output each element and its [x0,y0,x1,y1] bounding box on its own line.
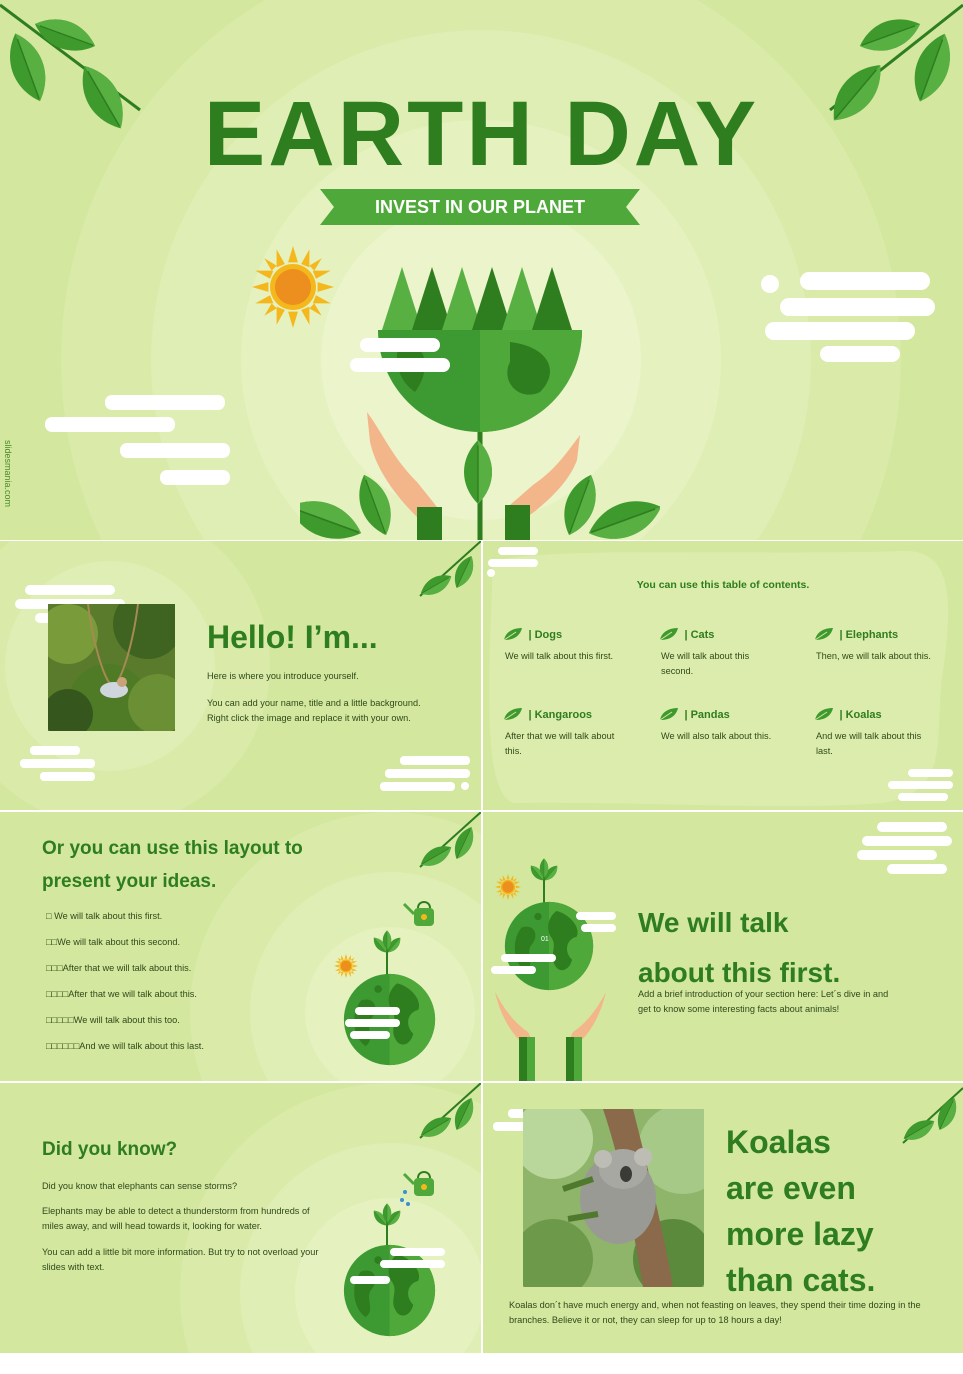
toc-item[interactable] [502,705,642,759]
body-line: Right click the image and replace it with your own. [207,713,411,723]
cloud-icon [345,1007,405,1052]
profile-photo[interactable] [48,604,175,731]
title-line: Koalas [726,1124,831,1160]
section-number: 01 [541,936,549,943]
toc-item[interactable] [658,705,798,744]
toc-item-text: We will also talk about this. [661,731,772,741]
watering-can-icon [400,1168,440,1218]
subtitle: INVEST IN OUR PLANET [374,197,585,217]
section-intro [638,987,888,1017]
cloud-icon [760,272,940,364]
slide-title [726,1119,875,1303]
slide-ideas[interactable] [0,812,481,1081]
toc-item-text: second. [661,666,694,676]
leaf-icon [502,706,524,722]
toc-item-text: After that we will talk about [505,731,615,741]
leaf-icon [415,1083,481,1143]
toc-item[interactable] [813,625,963,664]
body-text [509,1298,921,1328]
leaf-icon [898,1083,963,1148]
toc-item-text: this. [505,746,522,756]
slide-title: Did you know? [42,1139,178,1160]
list-item: □□□After that we will talk about this. [46,963,192,973]
leaf-icon [415,541,481,601]
watermark: slidesmania.com [3,440,13,508]
toc-item-text: We will talk about this first. [505,651,614,661]
title-line: more lazy [726,1216,874,1252]
toc-item-text: last. [816,746,833,756]
slide-hello[interactable] [0,541,481,810]
title-line: We will talk [638,907,789,938]
body-text [42,1204,310,1234]
toc-item-title: | Elephants [839,629,899,641]
sprout-icon [372,1203,402,1248]
toc-item[interactable] [658,625,798,679]
body-text [42,1245,318,1275]
slide-section[interactable] [483,812,963,1081]
watering-can-icon [402,898,438,930]
body-line: You can add a little bit more information. But try to not overload your [42,1247,319,1257]
leaf-icon [813,706,835,722]
toc-item-title: | Dogs [528,629,563,641]
cloud-icon [350,338,460,388]
list-item: □□□□After that we will talk about this. [46,989,197,999]
cloud-icon [883,769,958,807]
sprout-icon [372,930,402,975]
sun-icon [252,246,334,328]
intro-text: Here is where you introduce yourself. [207,671,359,681]
slide-table-of-contents[interactable] [483,541,963,810]
title-line: than cats. [726,1262,876,1298]
body-text: Did you know that elephants can sense storms? [42,1181,238,1191]
bullet-list [46,903,204,1059]
sun-icon [495,874,521,900]
body-text [207,696,421,726]
toc-item-title: | Pandas [684,709,730,721]
leaf-icon [658,626,680,642]
toc-item-title: | Cats [684,629,715,641]
list-item: □□□□□We will talk about this too. [46,1015,180,1025]
toc-item-text: Then, we will talk about this. [816,651,931,661]
toc-item[interactable] [813,705,953,759]
cloud-icon [350,1248,450,1288]
body-line: Elephants may be able to detect a thunderstorm from hundreds of [42,1206,310,1216]
toc-item-title: | Kangaroos [528,709,593,721]
body-line: miles away, and will head towards it, looking for water. [42,1221,262,1231]
leaf-icon [502,626,524,642]
title-line: about this first. [638,957,841,988]
leaf-icon [300,470,660,540]
toc-heading: You can use this table of contents. [636,579,810,591]
toc-item-text: We will talk about this [661,651,750,661]
sprout-icon [529,858,559,903]
leaf-icon [415,812,481,872]
toc-item-text: And we will talk about this [816,731,922,741]
hand-icon [493,987,608,1081]
body-line: get to know some interesting facts about animals! [638,1004,840,1014]
section-title [638,898,840,998]
body-line: Add a brief introduction of your section here: Let´s dive in and [638,989,889,999]
slide-title: Hello! I’m... [207,619,378,655]
koala-photo[interactable] [523,1109,704,1287]
leaf-icon [658,706,680,722]
cloud-icon [857,822,957,882]
title-line: present your ideas. [42,871,217,892]
title-line: are even [726,1170,856,1206]
cloud-icon [491,912,621,977]
toc-item[interactable] [502,625,642,664]
slide-title [42,832,303,898]
slide-koalas[interactable] [483,1083,963,1353]
slide-title[interactable] [0,0,963,540]
body-line: branches. Believe it or not, they can sleep for up to 18 hours a day! [509,1315,782,1325]
list-item: □□We will talk about this second. [46,937,180,947]
title-line: Or you can use this layout to [42,838,303,859]
cloud-icon [45,395,235,495]
slide-did-you-know[interactable] [0,1083,481,1353]
cloud-icon [20,746,100,786]
cloud-icon [380,756,475,801]
list-item: □ We will talk about this first. [46,911,163,921]
body-line: Koalas don´t have much energy and, when not feasting on leaves, they spend their time dozing in the [509,1300,921,1310]
list-item: □□□□□□And we will talk about this last. [46,1041,204,1051]
leaf-icon [813,626,835,642]
toc-item-title: | Koalas [839,709,882,721]
page-title: EARTH DAY [203,83,760,185]
body-line: You can add your name, title and a little background. [207,698,421,708]
body-line: slides with text. [42,1262,105,1272]
